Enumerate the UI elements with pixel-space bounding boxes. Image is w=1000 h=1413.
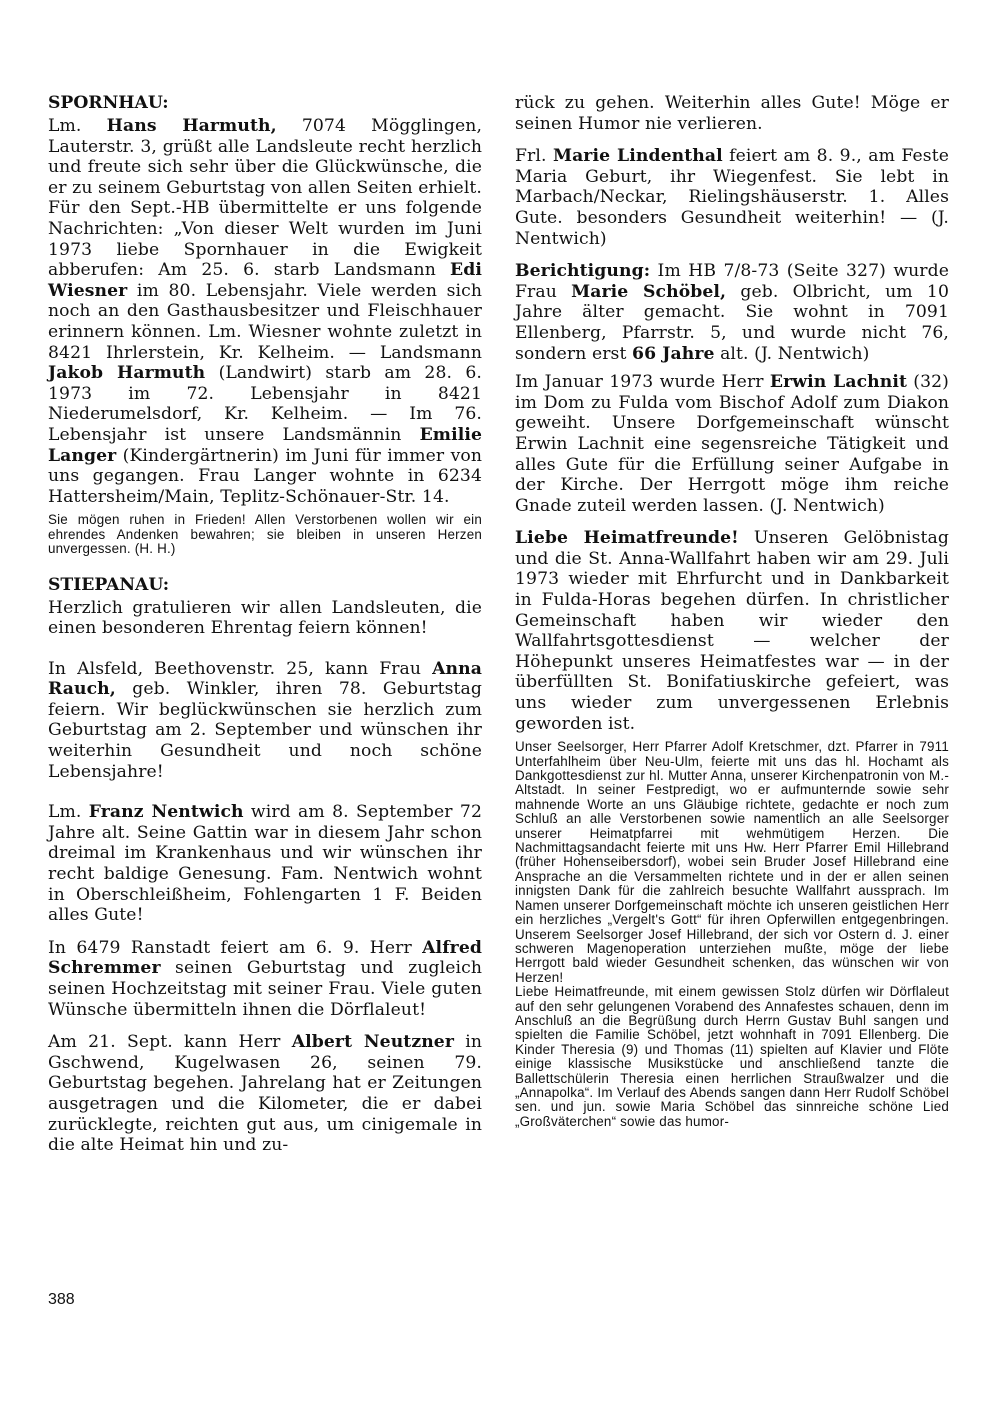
text-run: wird am 8. September 72 Jahre alt. Seine Gattin war in diesem Jahr schon dreimal im Krankenhaus und wir wünschen ihr recht baldige Genesung. Fam. Nentwich wohnt in Oberschleißheim, Fohlengarten 1 F. Beiden alles Gute!	[48, 802, 482, 926]
text-run: Im Januar 1973 wurde Herr	[515, 372, 770, 393]
paragraph-liebe-heimatfreunde	[515, 528, 949, 734]
paragraph-spornhau-obituaries	[48, 116, 482, 507]
small-paragraph-vorabend: Liebe Heimatfreunde, mit einem gewissen Stolz dürfen wir Dörflaleut auf den sehr gelungenen Vorabend des Annafestes schauen, denn im Anschluß an die Begrüßung durch Herrn Gustav Buhl sangen und spielten die Familie Schöbel, jetzt wohnhaft in 7091 Ellenberg. Die Kinder Theresia (9) und Thomas (11) spielten auf Klavier und Flöte einige klassische Musikstücke und anschließend tanzte die Ballettschülerin Theresia einen herrlichen Straußwalzer und die „Annapolka“. Im Verlauf des Abends sangen dann Herr Rudolf Schöbel sen. und jun. sowie Maria Schöbel das sinnreiche schöne Lied „Großväterchen“ sowie das humor-	[515, 984, 949, 1129]
text-run: In Alsfeld, Beethovenstr. 25, kann Frau	[48, 658, 433, 679]
paragraph-marie-lindenthal	[515, 146, 949, 249]
text-run: In 6479 Ranstadt feiert am 6. 9. Herr	[48, 937, 423, 958]
bold-name: 66 Jahre	[632, 343, 715, 364]
small-paragraph-seelsorger: Unser Seelsorger, Herr Pfarrer Adolf Kretschmer, dzt. Pfarrer in 7911 Unterfahlheim über Neu-Ulm, feierte mit uns das hl. Hochamt als Dankgottesdienst zur hl. Mutter Anna, unserer Kirchenpatronin von M.-Altstadt. In seiner Festpredigt, wo er aufmunternde sowie sehr mahnende Worte an uns Gläubige richtete, gedachte er noch zum Schluß an alle Verstorbenen sowie namentlich an alle Seelsorger unserer Heimatpfarrei mit wehmütigem Herzen. Die Nachmittagsandacht feierte mit uns Hw. Herr Pfarrer Emil Hillebrand (früher Hohenseibersdorf), wobei sein Bruder Josef Hillebrand eine Ansprache an die Versammelten richtete und in der er allen seinen innigsten Dank für die zahlreich besuchte Wallfahrt aussprach. Im Namen unserer Dorfgemeinschaft möchte ich unseren geistlichen Herr ein herzliches „Vergelt's Gott“ für ihren Opferwillen entgegenbringen. Unserem Seelsorger Josef Hillebrand, der sich vor Ostern d. J. einer schweren Magenoperation unterziehen mußte, möge der liebe Herrgott bald wieder Gesundheit schenken, das wünschen wir von Herzen!	[515, 739, 949, 985]
text-run: geb. Olbricht, um 10 Jahre älter gemacht. Sie wohnt in 7091 Ellenberg, Pfarrstr. 5, und wurde nicht 76, sondern erst	[515, 281, 950, 364]
bold-name: Emilie Langer	[48, 424, 482, 466]
text-run: seinen Geburtstag und zugleich seinen Hochzeitstag mit seiner Frau. Viele guten Wünsche übermitteln ihnen die Dörflaleut!	[48, 958, 482, 1020]
paragraph-continuation	[515, 93, 949, 134]
bold-name: Marie Lindenthal	[552, 146, 723, 167]
paragraph-anna-rauch	[48, 659, 482, 783]
text-run: Lm.	[48, 116, 107, 136]
page-number: 388	[48, 1291, 75, 1308]
bold-name: Hans Harmuth,	[106, 116, 277, 136]
text-run: in Gschwend, Kugelwasen 26, seinen 79. Geburtstag begehen. Jahrelang hat er Zeitungen ausgetragen und die Kilometer, die er dabei zurücklegte, reichten gut aus, um cinigemale in die alte Heimat hin und zu-	[48, 1032, 482, 1156]
bold-name: Anna Rauch,	[48, 658, 482, 700]
right-column	[515, 93, 949, 1129]
text-run: Unseren Gelöbnistag und die St. Anna-Wallfahrt haben wir am 29. Juli 1973 wieder mit Ehrfurcht und in Dankbarkeit in Fulda-Horas begehen dürfen. In christlicher Gemeinschaft haben wir wieder den Wallfahrtsgottesdienst — welcher der Höhepunkt unseres Heimatfestes war — in der überfüllten St. Bonifatiuskirche gefeiert, was uns wieder zum unvergessenen Erlebnis geworden ist.	[515, 528, 949, 734]
text-run: rück zu gehen. Weiterhin alles Gute! Möge er seinen Humor nie verlieren.	[515, 93, 949, 134]
bold-name: Berichtigung:	[515, 261, 651, 282]
text-run: Frl.	[515, 146, 553, 167]
paragraph-congratulations	[48, 598, 482, 639]
text-run: feiert am 8. 9., am Feste Maria Geburt, ihr Wiegenfest. Sie lebt in Marbach/Neckar, Rielingshäuserstr. 1. Alles Gute. besonders Gesundheit weiterhin! — (J. Nentwich)	[515, 146, 949, 249]
section-heading-spornhau: SPORNHAU:	[48, 93, 169, 113]
paragraph-erwin-lachnit	[515, 372, 949, 516]
text-run: Herzlich gratulieren wir allen Landsleuten, die einen besonderen Ehrentag feiern können!	[48, 597, 482, 639]
text-run: Lm.	[48, 802, 89, 823]
bold-name: Marie Schöbel,	[571, 281, 727, 302]
text-run: alt. (J. Nentwich)	[714, 343, 870, 364]
paragraph-albert-neutzner	[48, 1032, 482, 1156]
bold-name: Erwin Lachnit	[769, 372, 908, 393]
bold-name: Alfred Schremmer	[48, 937, 482, 979]
text-run: (Landwirt) starb am 28. 6. 1973 im 72. Lebensjahr in 8421 Niederumelsdorf, Kr. Kelheim. — Im 76. Lebensjahr ist unsere Landsmännin	[48, 363, 482, 445]
left-column	[48, 93, 482, 1164]
text-run: geb. Winkler, ihren 78. Geburtstag feiern. Wir beglückwünschen sie herzlich zum Geburtstag am 2. September und wünschen ihr weiterhin Gesundheit und noch schöne Lebensjahre!	[48, 679, 482, 782]
bold-name: Edi Wiesner	[48, 260, 482, 301]
bold-name: Albert Neutzner	[291, 1032, 454, 1053]
text-run: (Kindergärtnerin) im Juni für immer von uns gegangen. Frau Langer wohnte in 6234 Hattersheim/Main, Teplitz-Schönauer-Str. 14.	[48, 445, 482, 507]
paragraph-alfred-schremmer	[48, 938, 482, 1020]
spacer	[48, 557, 482, 575]
small-note-memorial: Sie mögen ruhen in Frieden! Allen Verstorbenen wollen wir ein ehrendes Andenken bewahren; sie bleiben in unseren Herzen unvergessen. (H. H.)	[48, 512, 482, 557]
paragraph-franz-nentwich	[48, 802, 482, 926]
bold-name: Liebe Heimatfreunde!	[515, 528, 739, 549]
paragraph-berichtigung	[515, 261, 949, 364]
text-run: Im HB 7/8-73 (Seite 327) wurde Frau	[515, 261, 949, 302]
text-run: im 80. Lebensjahr. Viele werden sich noch an den Gasthausbesitzer und Fleischhauer erinnern können. Lm. Wiesner wohnte zuletzt in 8421 Ihrlerstein, Kr. Kelheim. — Landsmann	[48, 280, 482, 363]
text-run: Am 21. Sept. kann Herr	[48, 1032, 292, 1053]
text-run: 7074 Mögglingen, Lauterstr. 3, grüßt alle Landsleute recht herzlich und freute sich sehr über die Glückwünsche, die er zu seinem Geburtstag von allen Seiten erhielt. Für den Sept.-HB übermittelte er uns folgende Nachrichten: „Von dieser Welt wurden im Juni 1973 liebe Spornhauer in die Ewigkeit abberufen: Am 25. 6. starb Landsmann	[48, 116, 483, 281]
text-run: (32) im Dom zu Fulda vom Bischof Adolf zum Diakon geweiht. Unsere Dorfgemeinschaft wünscht Erwin Lachnit eine segensreiche Tätigkeit und alles Gute für die Erfüllung seiner Aufgabe in der Kirche. Der Herrgott möge ihm reiche Gnade zuteil werden lassen. (J. Nentwich)	[515, 372, 949, 516]
bold-name: Franz Nentwich	[88, 802, 244, 823]
section-heading-stiepanau: STIEPANAU:	[48, 574, 170, 595]
bold-name: Jakob Harmuth	[48, 363, 206, 384]
